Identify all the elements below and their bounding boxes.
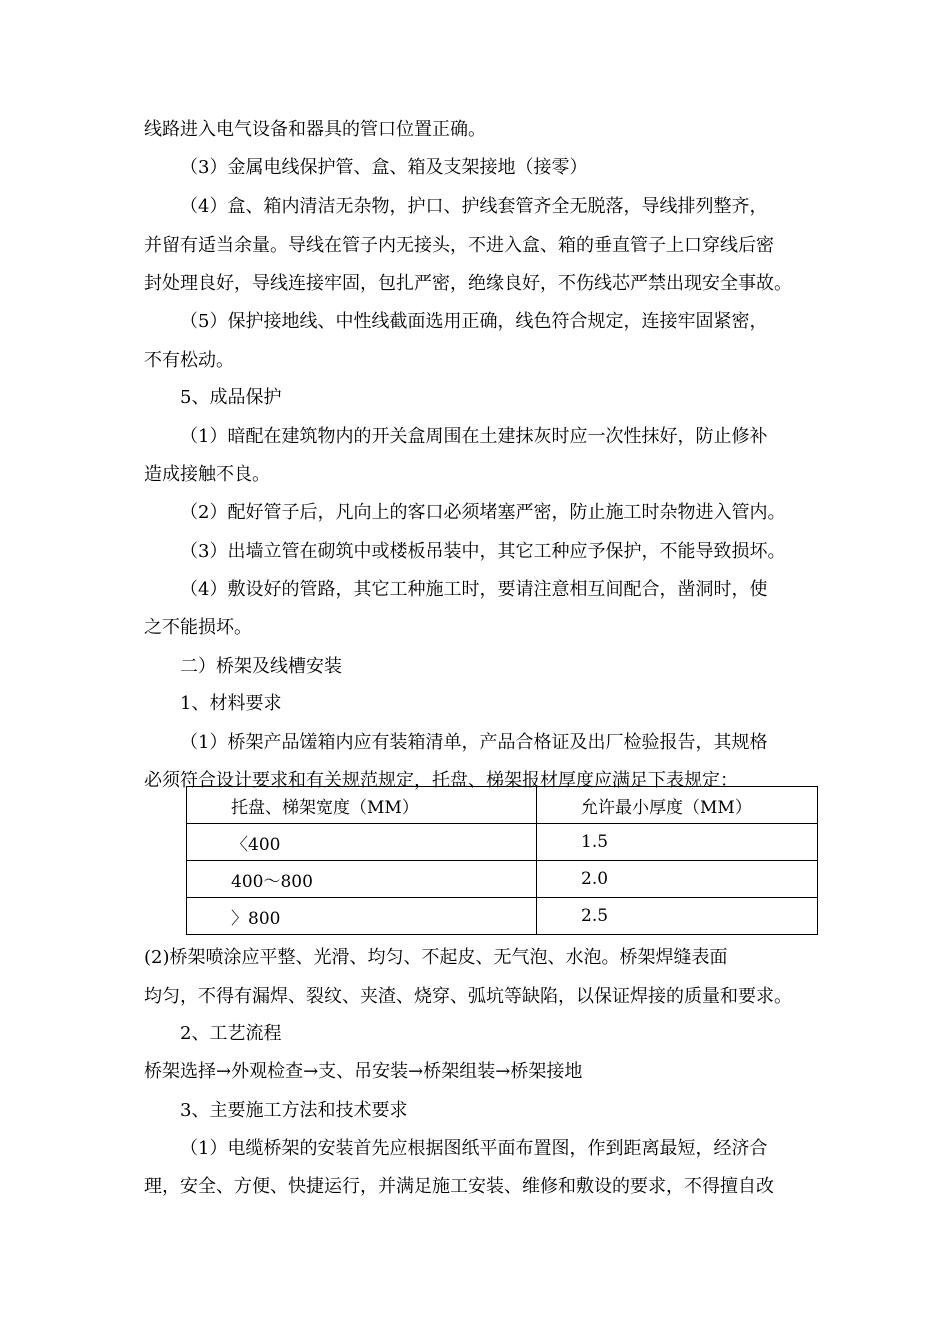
paragraph-line: (2)桥架喷涂应平整、光滑、均匀、不起皮、无气泡、水泡。桥架焊缝表面: [144, 947, 728, 968]
table-cell: 〈400: [187, 824, 537, 861]
paragraph-line: 线路进入电气设备和器具的管口位置正确。: [144, 119, 486, 140]
table-cell: 400～800: [187, 861, 537, 898]
thickness-spec-table: [186, 786, 818, 935]
section-heading: 二）桥架及线槽安装: [180, 656, 342, 677]
table-header-cell: 托盘、梯架宽度（MM）: [187, 787, 537, 824]
paragraph-line: （1）桥架产品馐箱内应有装箱清单，产品合格证及出厂检验报告，其规格: [180, 732, 768, 753]
paragraph-line: （2）配好管子后，凡向上的客口必须堵塞严密，防止施工时杂物进入管内。: [180, 502, 786, 523]
paragraph-line: 封处理良好，导线连接牢固，包扎严密，绝缘良好，不伤线芯严禁出现安全事故。: [144, 273, 792, 294]
table-cell: 2.5: [537, 898, 818, 935]
table-row: [187, 824, 818, 861]
paragraph-line: （1）暗配在建筑物内的开关盒周围在土建抹灰时应一次性抹好，防止修补: [180, 426, 768, 447]
paragraph-line: （3）出墙立管在砌筑中或楼板吊装中，其它工种应予保护，不能导致损坏。: [180, 541, 786, 562]
paragraph-line: 桥架选择→外观检查→支、吊安装→桥架组装→桥架接地: [144, 1061, 583, 1082]
table-row: [187, 861, 818, 898]
section-heading: 3、主要施工方法和技术要求: [180, 1100, 408, 1121]
section-heading: 1、材料要求: [180, 693, 282, 714]
paragraph-line: （5）保护接地线、中性线截面选用正确，线色符合规定，连接牢固紧密，: [180, 311, 768, 332]
paragraph-line: 并留有适当余量。导线在管子内无接头，不进入盒、箱的垂直管子上口穿线后密: [144, 235, 774, 256]
table-cell: 1.5: [537, 824, 818, 861]
table-header-row: [187, 787, 818, 824]
section-heading: 2、工艺流程: [180, 1023, 282, 1044]
paragraph-line: 均匀，不得有漏焊、裂纹、夹渣、烧穿、弧坑等缺陷，以保证焊接的质量和要求。: [144, 986, 792, 1007]
paragraph-line: 之不能损坏。: [144, 617, 252, 638]
paragraph-line: （4）盒、箱内清洁无杂物，护口、护线套管齐全无脱落，导线排列整齐，: [180, 196, 768, 217]
paragraph-line: （1）电缆桥架的安装首先应根据图纸平面布置图，作到距离最短，经济合: [180, 1138, 768, 1159]
paragraph-line: 不有松动。: [144, 350, 234, 371]
paragraph-line: 理，安全、方便、快捷运行，并满足施工安装、维修和敷设的要求，不得擅自改: [144, 1176, 774, 1197]
section-heading: 5、成品保护: [180, 387, 282, 408]
paragraph-line: 造成接触不良。: [144, 464, 270, 485]
paragraph-line: （3）金属电线保护管、盒、箱及支架接地（接零）: [180, 157, 588, 178]
table-header-cell: 允许最小厚度（MM）: [537, 787, 818, 824]
paragraph-line: （4）敷设好的管路，其它工种施工时，要请注意相互间配合，凿洞时，使: [180, 579, 768, 600]
paragraph-line: 必须符合设计要求和有关规范规定，托盘、梯架报材厚度应满足下表规定：: [144, 770, 738, 791]
table-row: [187, 898, 818, 935]
table-cell: 〉800: [187, 898, 537, 935]
table-cell: 2.0: [537, 861, 818, 898]
